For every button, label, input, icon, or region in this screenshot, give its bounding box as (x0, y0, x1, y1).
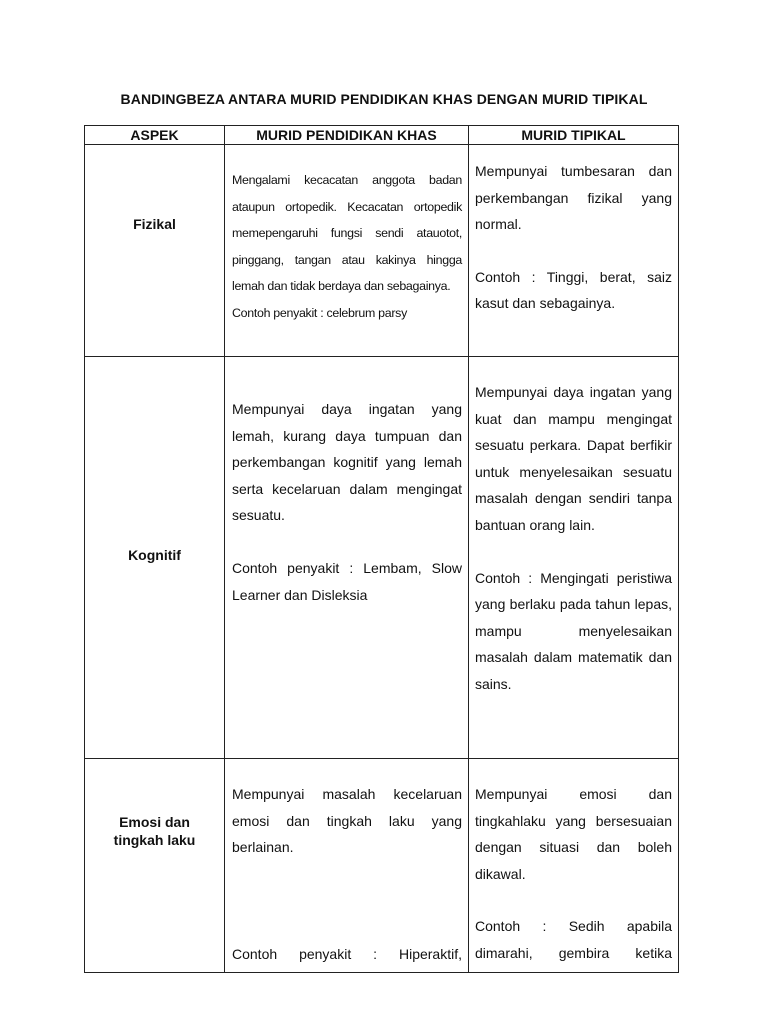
tipikal-description: Mempunyai emosi dan tingkahlaku yang bersesuaian dengan situasi dan boleh dikawal. (475, 786, 672, 882)
aspect-label: Kognitif (128, 546, 181, 563)
tipikal-example: Contoh : Tinggi, berat, saiz kasut dan sebagainya. (475, 268, 672, 312)
khas-example: Contoh penyakit : celebrum parsy (232, 305, 407, 320)
table-row-kognitif (85, 357, 679, 759)
header-murid-pendidikan-khas: MURID PENDIDIKAN KHAS (225, 126, 469, 145)
table-row-fizikal (85, 145, 679, 357)
khas-description: Mempunyai daya ingatan yang lemah, kurang daya tumpuan dan perkembangan kognitif yang lemah serta kecelaruan dalam mengingat sesuatu. (232, 401, 462, 524)
header-murid-tipikal: MURID TIPIKAL (469, 126, 679, 145)
khas-cell (225, 145, 469, 357)
aspect-cell (85, 145, 225, 357)
tipikal-description: Mempunyai tumbesaran dan perkembangan fizikal yang normal. (475, 163, 672, 233)
aspect-cell (85, 759, 225, 973)
header-aspek: ASPEK (85, 126, 225, 145)
tipikal-cell (469, 145, 679, 357)
aspect-label: Fizikal (133, 215, 176, 232)
document-title: BANDINGBEZA ANTARA MURID PENDIDIKAN KHAS DENGAN MURID TIPIKAL (120, 91, 648, 107)
khas-cell (225, 357, 469, 759)
table-header-row (85, 126, 679, 145)
khas-example: Contoh penyakit : Hiperaktif, (232, 945, 462, 962)
comparison-table (84, 125, 679, 973)
khas-description: Mempunyai masalah kecelaruan emosi dan tingkah laku yang berlainan. (232, 786, 462, 856)
aspect-label: Emosi dan tingkah laku (113, 814, 196, 848)
tipikal-cell (469, 357, 679, 759)
aspect-cell (85, 357, 225, 759)
tipikal-cell (469, 759, 679, 973)
khas-cell (225, 759, 469, 973)
khas-example: Contoh penyakit : Lembam, Slow Learner dan Disleksia (232, 559, 462, 603)
table-row-emosi (85, 759, 679, 973)
khas-description: Mengalami kecacatan anggota badan ataupun ortopedik. Kecacatan ortopedik memepengaruhi fungsi sendi atauotot, pinggang, tangan atau kakinya hingga lemah dan tidak berdaya dan sebagainya. (232, 173, 462, 294)
tipikal-example: Contoh : Sedih apabila dimarahi, gembira ketika (475, 918, 672, 961)
tipikal-example: Contoh : Mengingati peristiwa yang berlaku pada tahun lepas, mampu menyelesaikan masalah dalam matematik dan sains. (475, 569, 672, 692)
tipikal-description: Mempunyai daya ingatan yang kuat dan mampu mengingat sesuatu perkara. Dapat berfikir untuk menyelesaikan sesuatu masalah dengan sendiri tanpa bantuan orang lain. (475, 384, 672, 533)
